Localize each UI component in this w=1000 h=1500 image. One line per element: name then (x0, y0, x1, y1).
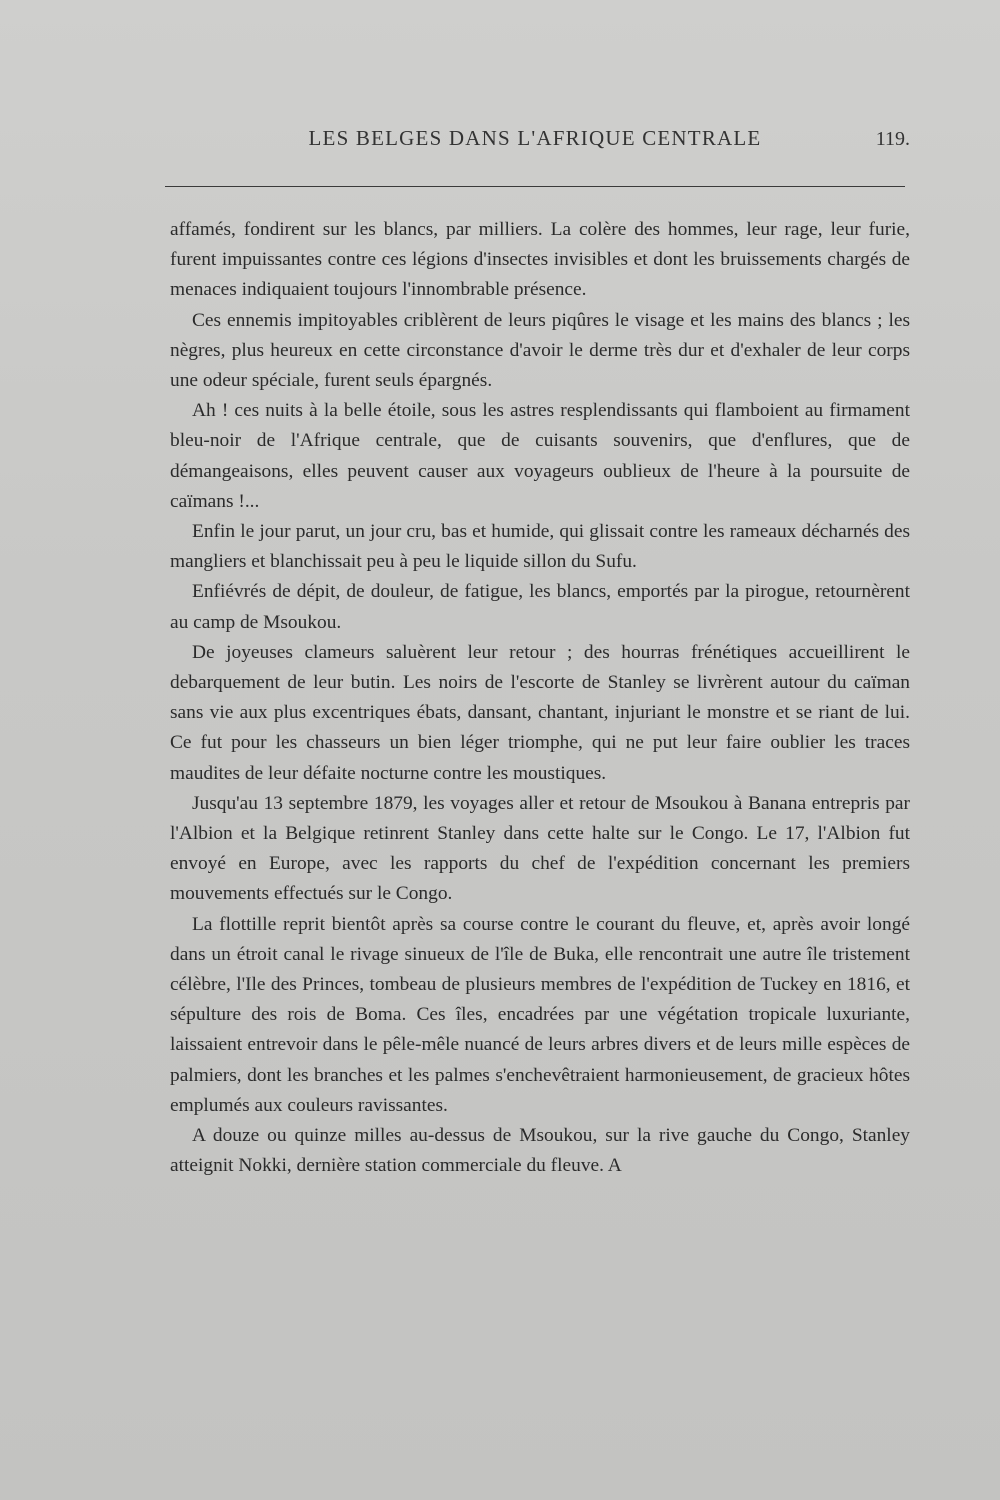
header-rule (165, 186, 905, 187)
paragraph-8: La flottille reprit bientôt après sa course contre le courant du fleuve, et, après avoir longé dans un étroit canal le rivage sinueux de l'île de Buka, elle rencontrait une autre île tristement célèbre, l'Ile des Princes, tombeau de plusieurs membres de l'expédition de Tuckey en 1816, et sépulture des rois de Boma. Ces îles, encadrées par une végétation tropicale luxuriante, laissaient entrevoir dans le pêle-mêle nuancé de leurs arbres divers et de leurs mille espèces de palmiers, dont les branches et les palmes s'enchevêtraient harmonieusement, de gracieux hôtes emplumés aux couleurs ravissantes. (170, 913, 910, 1116)
running-head (160, 126, 910, 158)
paragraph-5: Enfiévrés de dépit, de douleur, de fatigue, les blancs, emportés par la pirogue, retournèrent au camp de Msoukou. (170, 581, 910, 633)
paragraph-4: Enfin le jour parut, un jour cru, bas et humide, qui glissait contre les rameaux décharnés des mangliers et blanchissait peu à peu le liquide sillon du Sufu. (170, 521, 910, 573)
paragraph-2: Ces ennemis impitoyables criblèrent de leurs piqûres le visage et les mains des blancs ; les nègres, plus heureux en cette circonstance d'avoir le derme très dur et d'exhaler de leur corps une odeur spéciale, furent seuls épargnés. (170, 309, 910, 392)
paragraph-3: Ah ! ces nuits à la belle étoile, sous les astres resplendissants qui flamboient au firmament bleu-noir de l'Afrique centrale, que de cuisants souvenirs, que d'enflures, que de démangeaisons, elles peuvent causer aux voyageurs oublieux de l'heure à la poursuite de caïmans !... (170, 400, 910, 512)
paragraph-6: De joyeuses clameurs saluèrent leur retour ; des hourras frénétiques accueillirent le debarquement de leur butin. Les noirs de l'escorte de Stanley se livrèrent autour du caïman sans vie aux plus excentriques ébats, dansant, chantant, injuriant le monstre et se riant de lui. Ce fut pour les chasseurs un bien léger triomphe, qui ne put leur faire oublier les traces maudites de leur défaite nocturne contre les moustiques. (170, 641, 910, 784)
paragraph-9: A douze ou quinze milles au-dessus de Msoukou, sur la rive gauche du Congo, Stanley atteignit Nokki, dernière station commerciale du fleuve. A (170, 1125, 910, 1177)
body-text (170, 215, 910, 1182)
page-number: 119. (875, 128, 910, 150)
paragraph-1: affamés, fondirent sur les blancs, par milliers. La colère des hommes, leur rage, leur furie, furent impuissantes contre ces légions d'insectes invisibles et dont les bruissements chargés de menaces indiquaient toujours l'innombrable présence. (170, 219, 910, 301)
paragraph-7: Jusqu'au 13 septembre 1879, les voyages aller et retour de Msoukou à Banana entrepris par l'Albion et la Belgique retinrent Stanley dans cette halte sur le Congo. Le 17, l'Albion fut envoyé en Europe, avec les rapports du chef de l'expédition concernant les premiers mouvements effectués sur le Congo. (170, 792, 910, 905)
running-title: LES BELGES DANS L'AFRIQUE CENTRALE (308, 126, 762, 150)
